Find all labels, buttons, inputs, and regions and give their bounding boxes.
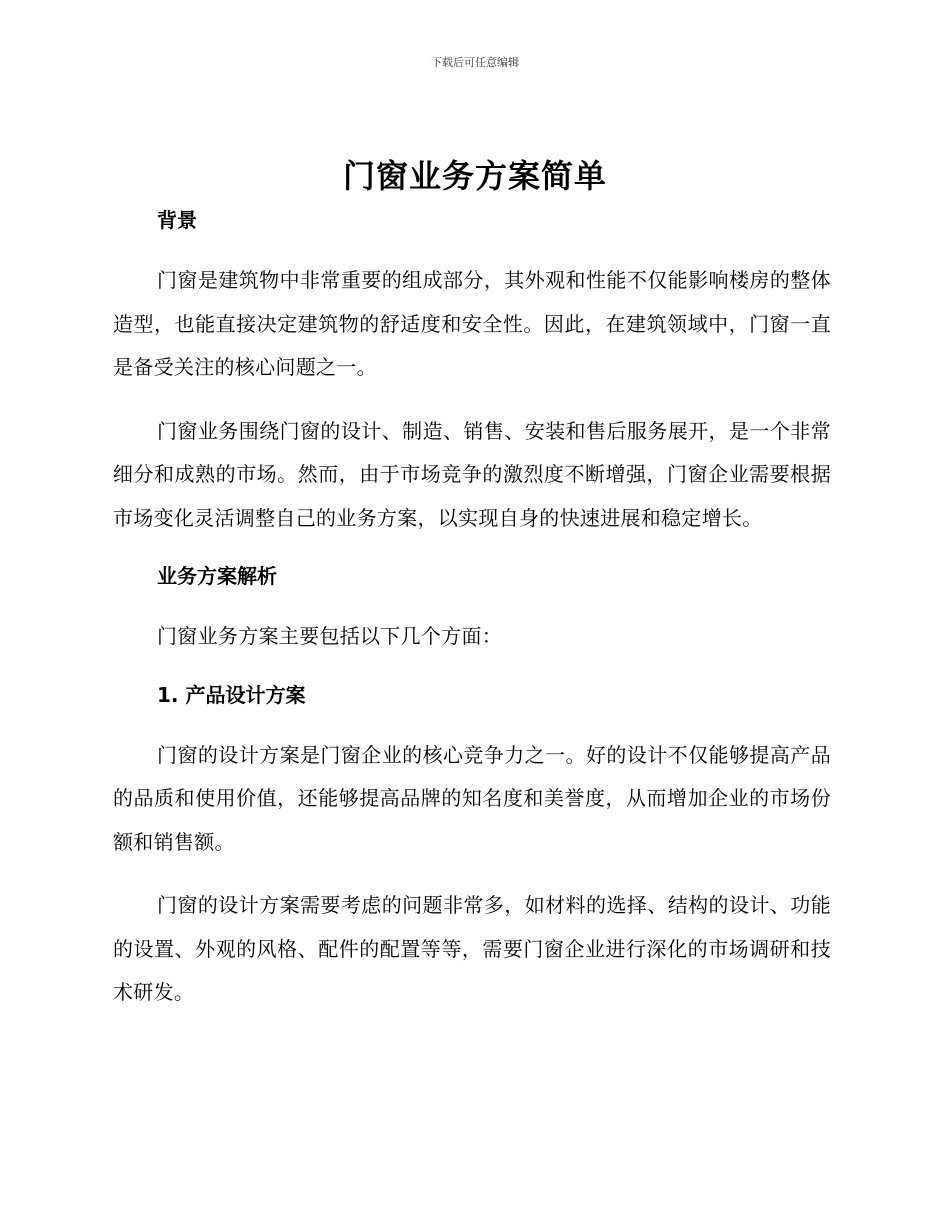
paragraph-product-2: 门窗的设计方案需要考虑的问题非常多，如材料的选择、结构的设计、功能的设置、外观的风格、配件的配置等等，需要门窗企业进行深化的市场调研和技术研发。	[113, 893, 831, 1004]
paragraph-product-1: 门窗的设计方案是门窗企业的核心竞争力之一。好的设计不仅能够提高产品的品质和使用价值，还能够提高品牌的知名度和美誉度，从而增加企业的市场份额和销售额。	[113, 742, 831, 854]
spacer	[113, 236, 831, 259]
section-heading-product-design: 1. 产品设计方案	[157, 682, 306, 707]
section-heading-background: 背景	[157, 208, 197, 232]
spacer	[113, 592, 831, 615]
paragraph-background-1: 门窗是建筑物中非常重要的组成部分，其外观和性能不仅能影响楼房的整体造型，也能直接决定建筑物的舒适度和安全性。因此，在建筑领域中，门窗一直是备受关注的核心问题之一。	[113, 268, 831, 379]
spacer	[113, 711, 831, 734]
paragraph-analysis-intro: 门窗业务方案主要包括以下几个方面：	[157, 624, 503, 648]
section-heading-analysis: 业务方案解析	[157, 564, 277, 588]
header-note: 下载后可任意编辑	[431, 56, 519, 69]
spacer	[113, 390, 831, 410]
spacer	[113, 540, 831, 560]
spacer	[113, 864, 831, 884]
document-title: 门窗业务方案简单	[342, 157, 607, 195]
spacer	[113, 659, 831, 679]
paragraph-background-2: 门窗业务围绕门窗的设计、制造、销售、安装和售后服务展开，是一个非常细分和成熟的市场。然而，由于市场竞争的激烈度不断增强，门窗企业需要根据市场变化灵活调整自己的业务方案，以实现自身的快速进展和稳定增长。	[113, 418, 831, 530]
document-body	[113, 204, 831, 1015]
